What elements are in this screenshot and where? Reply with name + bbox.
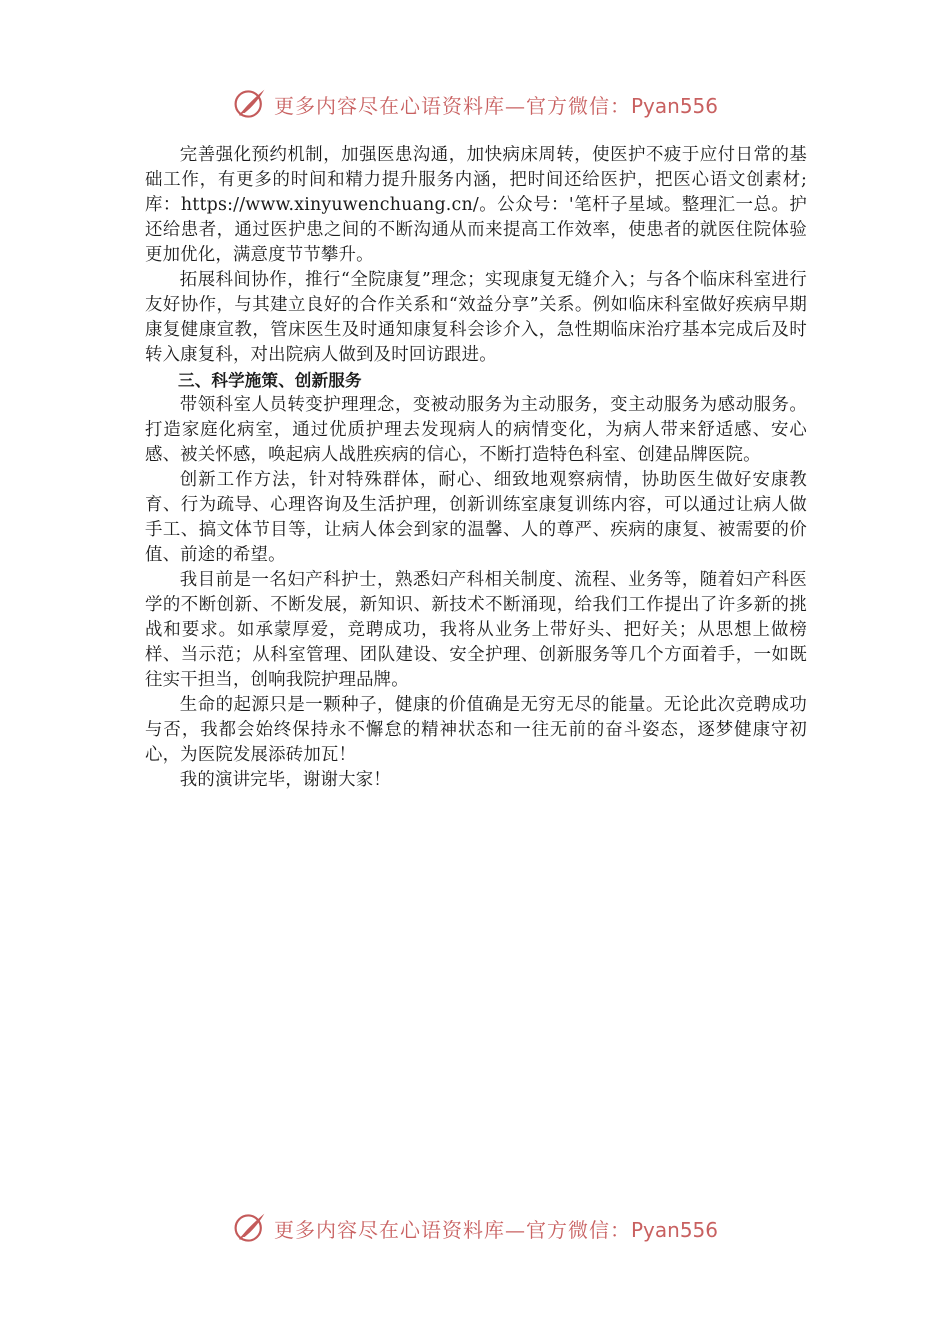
paragraph: 完善强化预约机制，加强医患沟通，加快病床周转，使医护不疲于应付日常的基础工作，有更多的时间和精力提升服务内涵，把时间还给医护，把医心语文创素材;库：https://www.xinyuwenchuang.cn/。公众号：'笔杆子星域。整理汇一总。护还给患者，通过医护患之间的不断沟通从而来提高工作效率，使患者的就医住院体验更加优化，满意度节节攀升。 [145, 145, 807, 265]
quill-logo-icon [232, 1210, 268, 1246]
watermark-wechat-id: Pyan556 [630, 93, 718, 118]
closing-line: 我的演讲完毕，谢谢大家！ [179, 770, 391, 790]
watermark-wechat-id: Pyan556 [630, 1217, 718, 1242]
paragraph: 拓展科间协作，推行“全院康复”理念；实现康复无缝介入；与各个临床科室进行友好协作，与其建立良好的合作关系和“效益分享”关系。例如临床科室做好疾病早期康复健康宣教，管床医生及时通知康复科会诊介入，急性期临床治疗基本完成后及时转入康复科，对出院病人做到及时回访跟进。 [145, 270, 807, 365]
document-body [145, 143, 807, 793]
header-watermark [0, 86, 950, 122]
paragraph: 创新工作方法，针对特殊群体，耐心、细致地观察病情，协助医生做好安康教育、行为疏导、心理咨询及生活护理，创新训练室康复训练内容，可以通过让病人做手工、搞文体节目等，让病人体会到家的温馨、人的尊严、疾病的康复、被需要的价值、前途的希望。 [145, 470, 807, 565]
watermark-text [274, 1214, 718, 1243]
footer-watermark [0, 1210, 950, 1246]
watermark-text [274, 90, 718, 119]
paragraph: 带领科室人员转变护理理念，变被动服务为主动服务，变主动服务为感动服务。打造家庭化病室，通过优质护理去发现病人的病情变化，为病人带来舒适感、安心感、被关怀感，唤起病人战胜疾病的信心，不断打造特色科室、创建品牌医院。 [145, 395, 807, 465]
watermark-prefix: 更多内容尽在心语资料库—官方微信： [273, 1217, 631, 1242]
paragraph: 生命的起源只是一颗种子，健康的价值确是无穷无尽的能量。无论此次竞聘成功与否，我都会始终保持永不懈怠的精神状态和一往无前的奋斗姿态，逐梦健康守初心，为医院发展添砖加瓦！ [145, 695, 807, 765]
paragraph: 我目前是一名妇产科护士，熟悉妇产科相关制度、流程、业务等，随着妇产科医学的不断创新、不断发展，新知识、新技术不断涌现，给我们工作提出了许多新的挑战和要求。如承蒙厚爱，竞聘成功，我将从业务上带好头、把好关；从思想上做榜样、当示范；从科室管理、团队建设、安全护理、创新服务等几个方面着手，一如既往实干担当，创响我院护理品牌。 [145, 570, 807, 690]
watermark-prefix: 更多内容尽在心语资料库—官方微信： [273, 93, 631, 118]
section-heading: 三、科学施策、创新服务 [178, 371, 362, 390]
quill-logo-icon [232, 86, 268, 122]
